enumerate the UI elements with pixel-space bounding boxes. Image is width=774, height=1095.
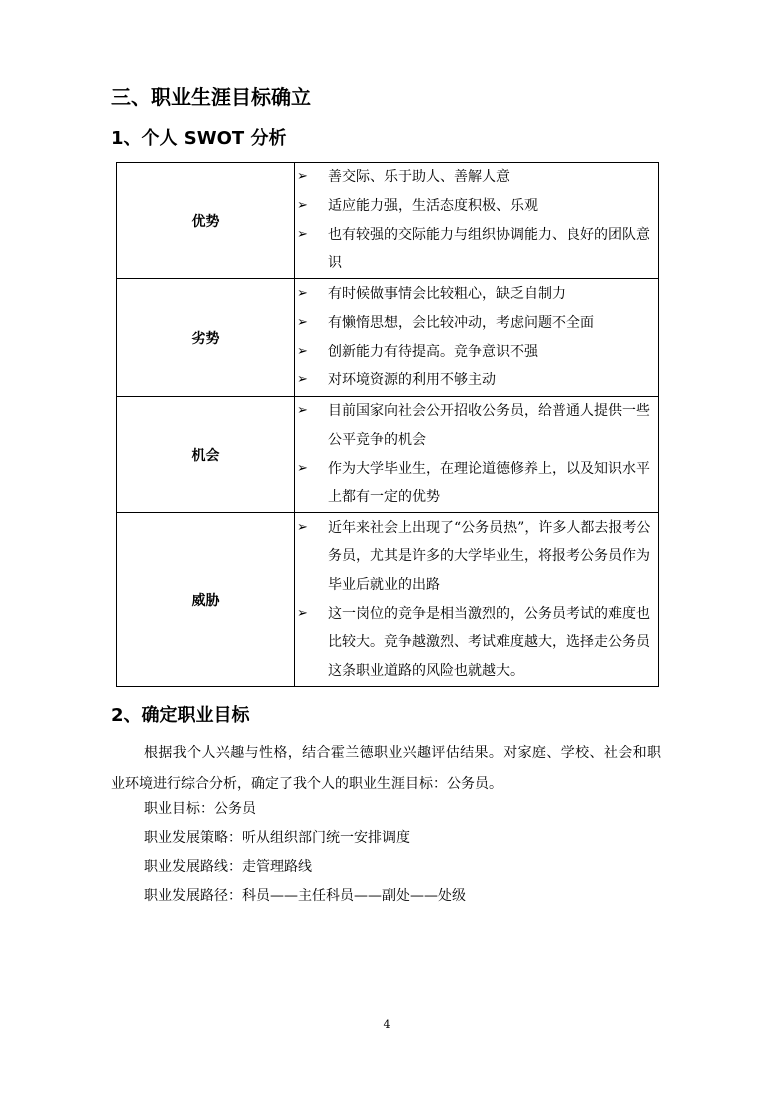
swot-items-strengths xyxy=(295,163,659,279)
list-item: ➢ 也有较强的交际能力与组织协调能力、良好的团队意识 xyxy=(295,221,658,278)
career-target: 职业目标：公务员 xyxy=(144,801,256,817)
list-item: ➢ 这一岗位的竞争是相当激烈的，公务员考试的难度也比较大。竞争越激烈、考试难度越大，选择走公务员这条职业道路的风险也就越大。 xyxy=(295,600,658,686)
swot-row-weaknesses xyxy=(117,279,659,397)
career-path: 职业发展路径：科员——主任科员——副处——处级 xyxy=(144,888,466,904)
swot-label-threats: 威胁 xyxy=(117,513,295,687)
list-item: ➢ 对环境资源的利用不够主动 xyxy=(295,366,658,395)
page-number: 4 xyxy=(383,1018,391,1031)
swot-label-opportunities: 机会 xyxy=(117,397,295,513)
swot-items-opportunities xyxy=(295,397,659,513)
swot-label-strengths: 优势 xyxy=(117,163,295,279)
list-item: ➢ 创新能力有待提高。竞争意识不强 xyxy=(295,338,658,367)
swot-table xyxy=(116,162,659,687)
swot-row-opportunities xyxy=(117,397,659,513)
goal-intro-paragraph: 根据我个人兴趣与性格，结合霍兰德职业兴趣评估结果。对家庭、学校、社会和职业环境进行综合分析，确定了我个人的职业生涯目标：公务员。 xyxy=(111,745,661,792)
swot-heading: 1、个人 SWOT 分析 xyxy=(111,128,287,149)
swot-items-threats xyxy=(295,513,659,687)
list-item: ➢ 有懒惰思想，会比较冲动，考虑问题不全面 xyxy=(295,309,658,338)
list-item: ➢ 善交际、乐于助人、善解人意 xyxy=(295,163,658,192)
section-heading: 三、职业生涯目标确立 xyxy=(111,85,311,109)
swot-items-weaknesses xyxy=(295,279,659,397)
swot-row-threats xyxy=(117,513,659,687)
list-item: ➢ 有时候做事情会比较粗心，缺乏自制力 xyxy=(295,280,658,309)
list-item: ➢ 近年来社会上出现了“公务员热”，许多人都去报考公务员，尤其是许多的大学毕业生，将报考公务员作为毕业后就业的出路 xyxy=(295,514,658,600)
list-item: ➢ 适应能力强，生活态度积极、乐观 xyxy=(295,192,658,221)
career-strategy: 职业发展策略：听从组织部门统一安排调度 xyxy=(144,830,410,846)
career-route: 职业发展路线：走管理路线 xyxy=(144,859,312,875)
list-item: ➢ 作为大学毕业生，在理论道德修养上，以及知识水平上都有一定的优势 xyxy=(295,455,658,512)
goal-heading: 2、确定职业目标 xyxy=(111,705,250,726)
swot-row-strengths xyxy=(117,163,659,279)
list-item: ➢ 目前国家向社会公开招收公务员，给普通人提供一些公平竞争的机会 xyxy=(295,397,658,454)
swot-label-weaknesses: 劣势 xyxy=(117,279,295,397)
